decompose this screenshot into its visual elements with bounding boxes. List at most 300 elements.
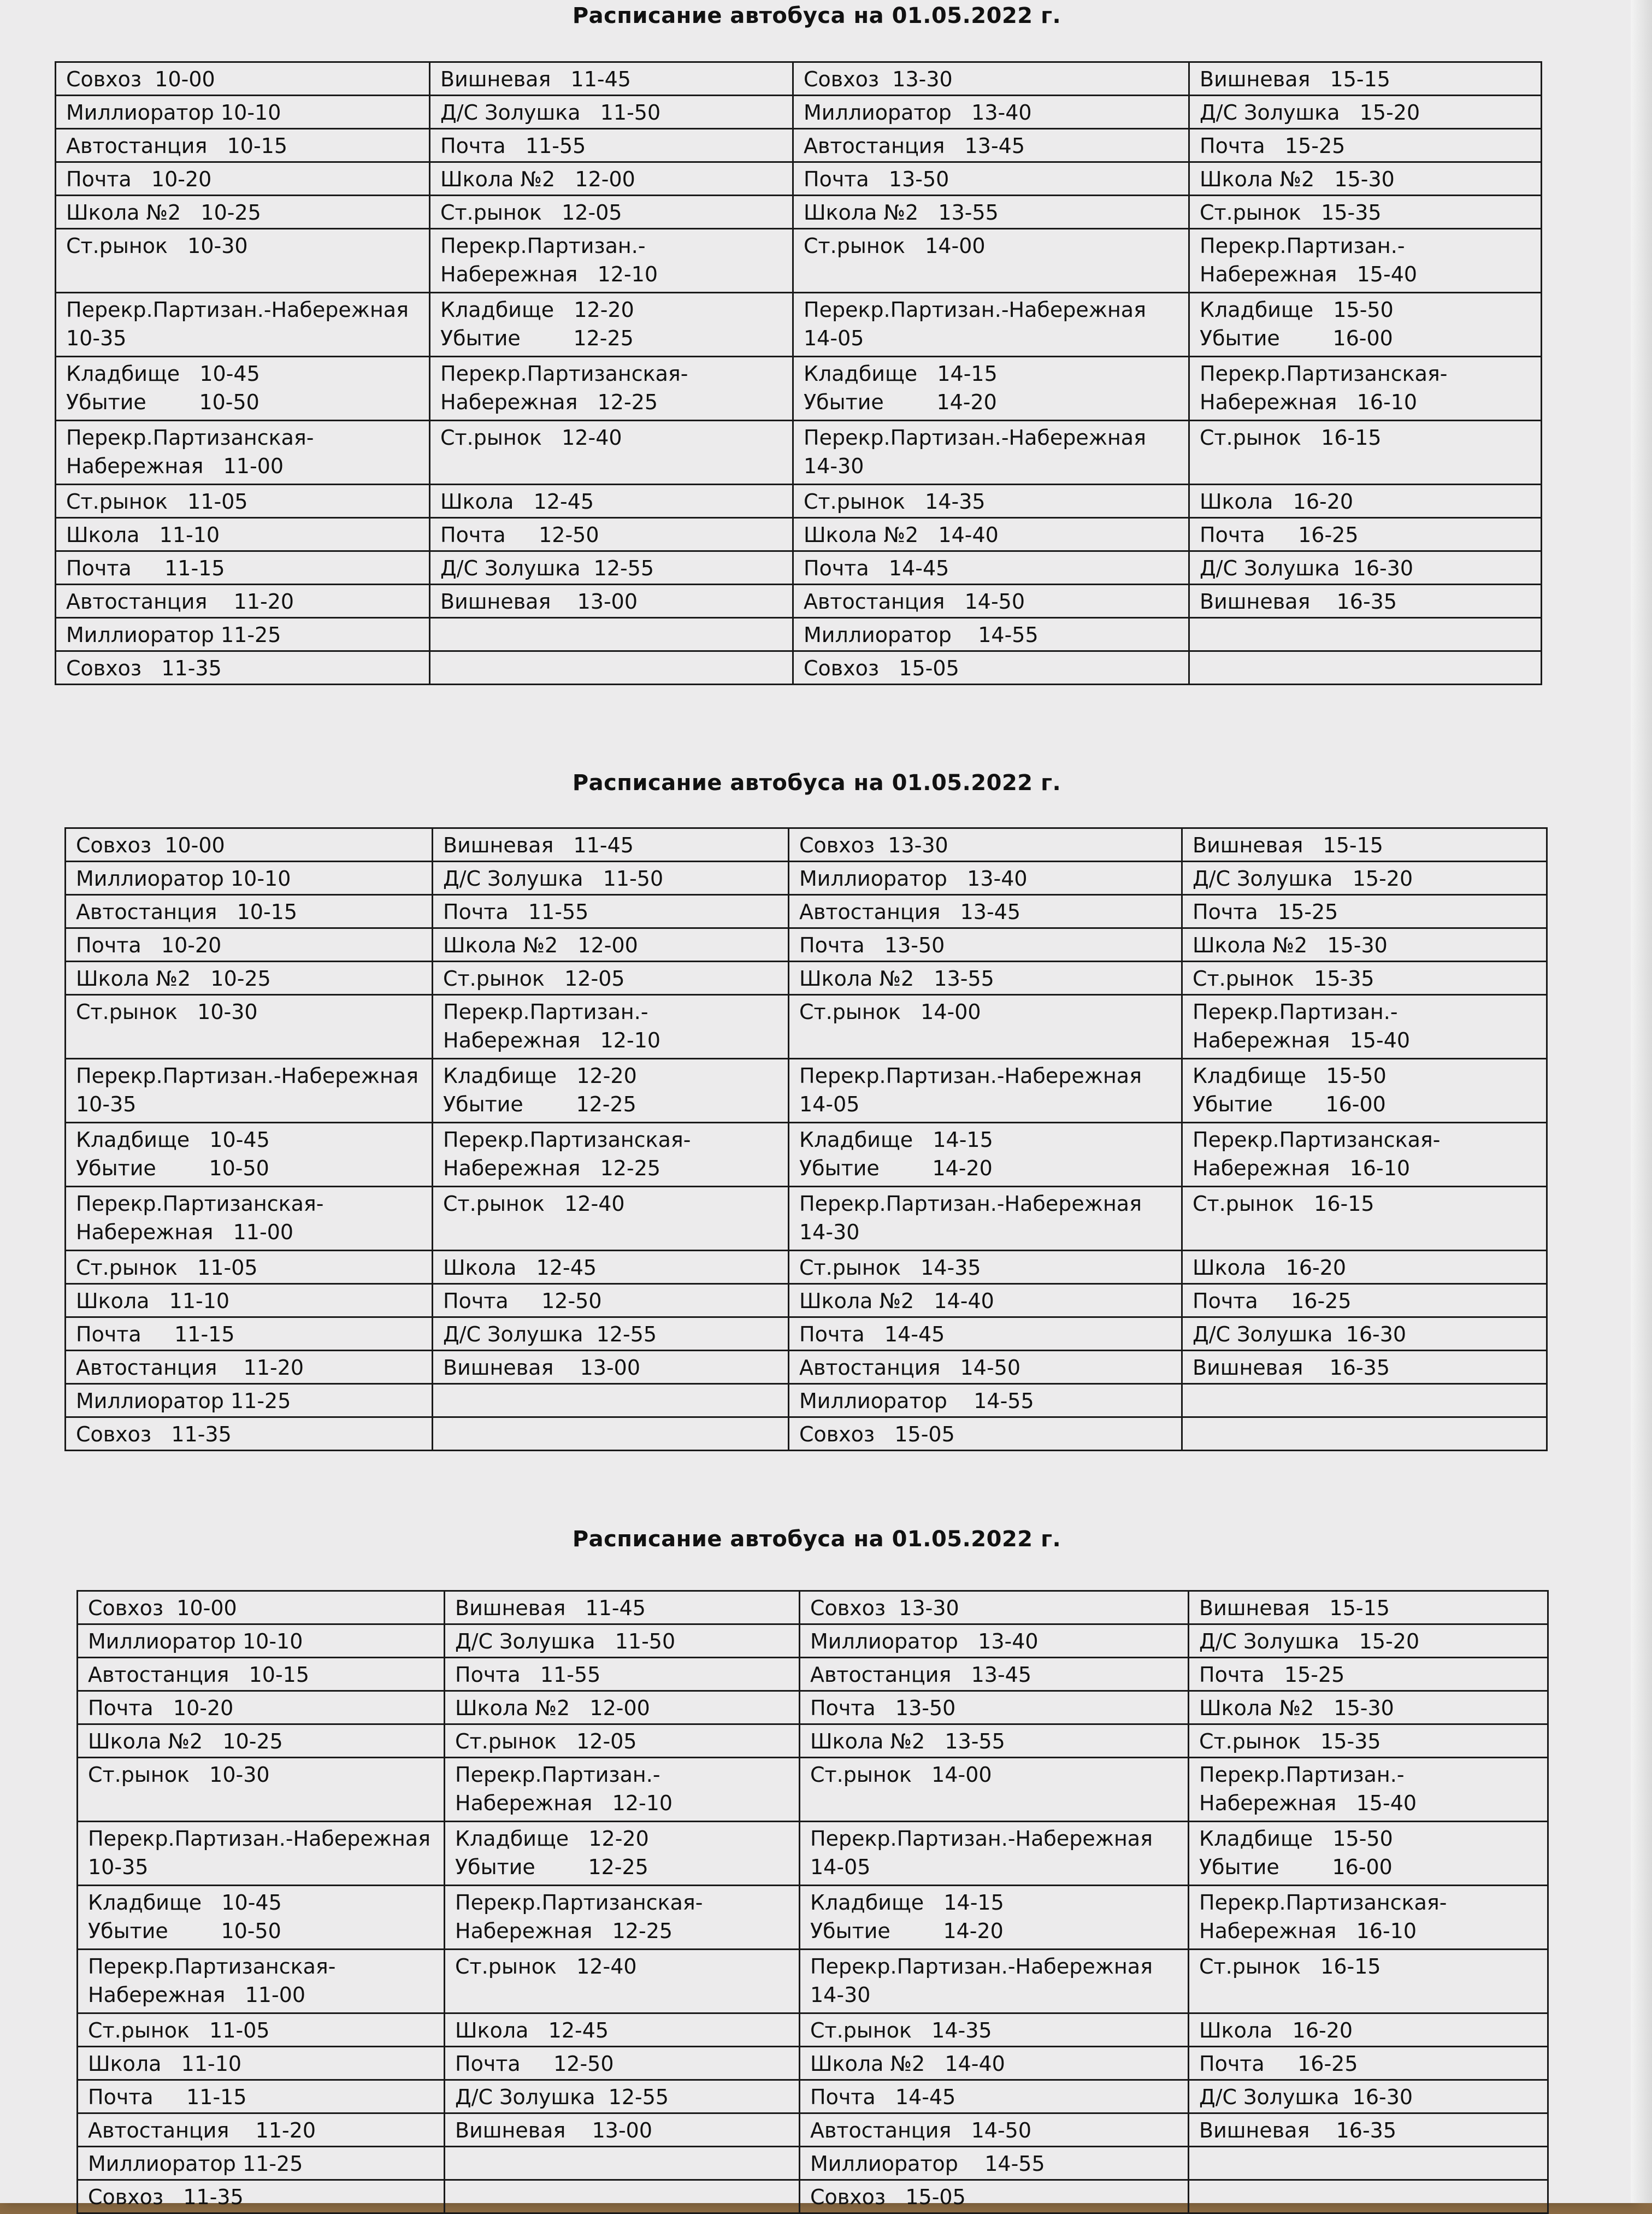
stop-time-entry: Совхоз 13-30 xyxy=(810,1596,959,1620)
stop-time-entry: Вишневая 13-00 xyxy=(440,590,638,614)
stop-time-entry: Миллиоратор 11-25 xyxy=(66,623,281,647)
schedule-cell xyxy=(78,2080,445,2113)
schedule-cell xyxy=(56,651,430,685)
schedule-cell xyxy=(789,1284,1182,1317)
schedule-row xyxy=(78,2147,1548,2180)
schedule-cell xyxy=(1182,1284,1547,1317)
schedule-cell xyxy=(1182,862,1547,895)
stop-time-entry: Перекр.Партизан.- xyxy=(443,1000,648,1024)
schedule-cell xyxy=(66,828,433,862)
stop-time-entry: Убытие 16-00 xyxy=(1199,1855,1393,1879)
schedule-cell xyxy=(1182,1417,1547,1451)
stop-time-entry: Ст.рынок 11-05 xyxy=(66,490,248,514)
schedule-cell xyxy=(433,962,789,995)
schedule-cell xyxy=(793,229,1189,293)
schedule-cell xyxy=(66,995,433,1059)
stop-time-entry: Набережная 16-10 xyxy=(1193,1156,1411,1180)
stop-time-entry: Д/С Золушка 11-50 xyxy=(455,1629,676,1653)
stop-time-entry: Перекр.Партизан.-Набережная xyxy=(66,298,409,322)
schedule-cell xyxy=(56,293,430,357)
stop-time-entry: Вишневая 11-45 xyxy=(455,1596,646,1620)
schedule-row xyxy=(56,293,1542,357)
stop-time-entry: Почта 15-25 xyxy=(1193,900,1338,924)
schedule-cell xyxy=(445,2047,800,2080)
schedule-cell xyxy=(800,1886,1189,1950)
stop-time-entry: Почта 11-55 xyxy=(455,1663,601,1687)
stop-time-entry: Почта 14-45 xyxy=(804,556,949,580)
schedule-row xyxy=(66,1123,1547,1187)
schedule-row xyxy=(78,1658,1548,1691)
stop-time-entry: Вишневая 16-35 xyxy=(1193,1356,1390,1380)
schedule-cell xyxy=(789,928,1182,962)
schedule-cell xyxy=(66,962,433,995)
schedule-cell xyxy=(66,895,433,928)
schedule-cell xyxy=(433,828,789,862)
schedule-cell xyxy=(433,1417,789,1451)
stop-time-entry: Убытие 14-20 xyxy=(804,390,997,414)
schedule-row xyxy=(56,62,1542,96)
stop-time-entry: Д/С Золушка 15-20 xyxy=(1193,867,1413,891)
stop-time-entry: 10-35 xyxy=(76,1092,137,1116)
schedule-row xyxy=(78,1724,1548,1758)
stop-time-entry: Совхоз 10-00 xyxy=(88,1596,237,1620)
schedule-cell xyxy=(56,129,430,162)
schedule-table xyxy=(76,1590,1549,2214)
schedule-cell xyxy=(1189,1624,1548,1658)
schedule-cell xyxy=(1182,995,1547,1059)
schedule-cell xyxy=(66,1284,433,1317)
schedule-cell xyxy=(800,2113,1189,2147)
schedule-cell xyxy=(1189,357,1542,421)
stop-time-entry: Кладбище 14-15 xyxy=(799,1128,993,1152)
stop-time-entry: Набережная 12-25 xyxy=(455,1919,673,1943)
stop-time-entry: Школа 16-20 xyxy=(1193,1256,1347,1280)
stop-time-entry: Д/С Золушка 16-30 xyxy=(1200,556,1414,580)
schedule-cell xyxy=(789,1317,1182,1351)
schedule-cell xyxy=(56,585,430,618)
schedule-cell xyxy=(1189,293,1542,357)
schedule-cell xyxy=(433,1317,789,1351)
schedule-block-1 xyxy=(0,0,1633,721)
schedule-cell xyxy=(800,1758,1189,1822)
stop-time-entry: Школа 11-10 xyxy=(66,523,220,547)
stop-time-entry: Миллиоратор 10-10 xyxy=(88,1629,303,1653)
schedule-row xyxy=(66,1059,1547,1123)
stop-time-entry: Кладбище 12-20 xyxy=(440,298,634,322)
stop-time-entry: Почта 14-45 xyxy=(810,2085,956,2109)
schedule-title: Расписание автобуса на 01.05.2022 г. xyxy=(572,770,1061,796)
schedule-row xyxy=(66,1384,1547,1417)
schedule-cell xyxy=(793,618,1189,651)
schedule-cell xyxy=(1189,485,1542,518)
stop-time-entry: Школа №2 15-30 xyxy=(1200,167,1395,191)
schedule-cell xyxy=(78,1624,445,1658)
stop-time-entry: Школа 12-45 xyxy=(443,1256,597,1280)
stop-time-entry: Почта 10-20 xyxy=(88,1696,234,1720)
schedule-row xyxy=(56,196,1542,229)
schedule-row xyxy=(56,551,1542,585)
stop-time-entry: Почта 11-55 xyxy=(443,900,589,924)
stop-time-entry: Школа №2 14-40 xyxy=(810,2052,1005,2076)
stop-time-entry: Миллиоратор 14-55 xyxy=(804,623,1039,647)
schedule-cell xyxy=(1189,2080,1548,2113)
stop-time-entry: Школа №2 10-25 xyxy=(66,201,261,225)
stop-time-entry: 14-30 xyxy=(799,1220,860,1244)
stop-time-entry: Набережная 11-00 xyxy=(66,454,284,478)
schedule-cell xyxy=(789,1417,1182,1451)
schedule-cell xyxy=(1189,1950,1548,2013)
stop-time-entry: 14-30 xyxy=(804,454,864,478)
stop-time-entry: Совхоз 13-30 xyxy=(804,67,953,91)
stop-time-entry: Ст.рынок 16-15 xyxy=(1193,1192,1374,1216)
stop-time-entry: Ст.рынок 14-35 xyxy=(804,490,986,514)
schedule-cell xyxy=(78,1758,445,1822)
schedule-row xyxy=(66,1251,1547,1284)
stop-time-entry: Перекр.Партизан.-Набережная xyxy=(810,1827,1153,1851)
stop-time-entry: Набережная 15-40 xyxy=(1200,262,1418,286)
schedule-row xyxy=(66,928,1547,962)
stop-time-entry: Перекр.Партизан.- xyxy=(455,1763,660,1787)
stop-time-entry: Школа №2 10-25 xyxy=(76,967,271,991)
schedule-cell xyxy=(56,618,430,651)
stop-time-entry: Совхоз 10-00 xyxy=(66,67,215,91)
schedule-cell xyxy=(800,1624,1189,1658)
stop-time-entry: Миллиоратор 14-55 xyxy=(810,2152,1045,2176)
schedule-cell xyxy=(800,2047,1189,2080)
schedule-row xyxy=(78,1886,1548,1950)
schedule-cell xyxy=(1189,551,1542,585)
schedule-row xyxy=(56,229,1542,293)
stop-time-entry: Школа 11-10 xyxy=(76,1289,230,1313)
schedule-cell xyxy=(800,1691,1189,1724)
stop-time-entry: Почта 15-25 xyxy=(1200,134,1346,158)
stop-time-entry: Кладбище 15-50 xyxy=(1199,1827,1393,1851)
schedule-title: Расписание автобуса на 01.05.2022 г. xyxy=(572,1527,1061,1552)
stop-time-entry: Автостанция 13-45 xyxy=(799,900,1021,924)
stop-time-entry: Ст.рынок 16-15 xyxy=(1199,1954,1381,1979)
stop-time-entry: Перекр.Партизан.-Набережная xyxy=(799,1192,1142,1216)
stop-time-entry: Набережная 16-10 xyxy=(1199,1919,1417,1943)
schedule-cell xyxy=(445,2113,800,2147)
schedule-cell xyxy=(1189,2147,1548,2180)
stop-time-entry: Набережная 11-00 xyxy=(88,1983,306,2007)
stop-time-entry: Набережная 15-40 xyxy=(1193,1028,1411,1052)
schedule-cell xyxy=(800,1724,1189,1758)
schedule-cell xyxy=(66,1059,433,1123)
stop-time-entry: Автостанция 13-45 xyxy=(804,134,1025,158)
stop-time-entry: Совхоз 10-00 xyxy=(76,833,225,857)
stop-time-entry: 14-05 xyxy=(799,1092,860,1116)
stop-time-entry: Совхоз 15-05 xyxy=(804,656,959,680)
schedule-row xyxy=(56,651,1542,685)
schedule-cell xyxy=(66,1384,433,1417)
schedule-row xyxy=(56,421,1542,485)
schedule-row xyxy=(66,828,1547,862)
schedule-row xyxy=(78,2047,1548,2080)
schedule-row xyxy=(56,162,1542,196)
schedule-title: Расписание автобуса на 01.05.2022 г. xyxy=(572,3,1061,28)
stop-time-entry: Убытие 12-25 xyxy=(443,1092,636,1116)
schedule-row xyxy=(66,895,1547,928)
stop-time-entry: Совхоз 11-35 xyxy=(66,656,222,680)
schedule-cell xyxy=(66,1187,433,1251)
schedule-cell xyxy=(430,229,793,293)
schedule-cell xyxy=(789,1123,1182,1187)
stop-time-entry: Совхоз 11-35 xyxy=(76,1422,232,1446)
schedule-cell xyxy=(56,485,430,518)
stop-time-entry: Школа №2 10-25 xyxy=(88,1729,283,1753)
schedule-cell xyxy=(800,1822,1189,1886)
stop-time-entry: Перекр.Партизан.- xyxy=(440,234,646,258)
schedule-cell xyxy=(78,1886,445,1950)
schedule-cell xyxy=(1182,928,1547,962)
stop-time-entry: Совхоз 15-05 xyxy=(810,2185,966,2209)
stop-time-entry: Ст.рынок 14-00 xyxy=(804,234,986,258)
schedule-row xyxy=(66,1351,1547,1384)
schedule-cell xyxy=(445,2080,800,2113)
stop-time-entry: Вишневая 13-00 xyxy=(443,1356,641,1380)
stop-time-entry: Перекр.Партизанская- xyxy=(88,1954,336,1979)
stop-time-entry: Перекр.Партизанская- xyxy=(1199,1891,1447,1915)
schedule-cell xyxy=(1189,2013,1548,2047)
stop-time-entry: Убытие 10-50 xyxy=(66,390,259,414)
stop-time-entry: Школа №2 13-55 xyxy=(804,201,999,225)
schedule-row xyxy=(56,129,1542,162)
stop-time-entry: Кладбище 15-50 xyxy=(1200,298,1394,322)
stop-time-entry: Ст.рынок 14-00 xyxy=(799,1000,981,1024)
stop-time-entry: Почта 14-45 xyxy=(799,1322,945,1346)
schedule-cell xyxy=(793,551,1189,585)
schedule-cell xyxy=(793,485,1189,518)
stop-time-entry: Вишневая 16-35 xyxy=(1199,2118,1397,2142)
schedule-cell xyxy=(1189,618,1542,651)
stop-time-entry: Кладбище 10-45 xyxy=(76,1128,270,1152)
schedule-cell xyxy=(1189,196,1542,229)
schedule-cell xyxy=(433,1284,789,1317)
stop-time-entry: Ст.рынок 14-00 xyxy=(810,1763,992,1787)
stop-time-entry: Автостанция 10-15 xyxy=(76,900,298,924)
stop-time-entry: Почта 16-25 xyxy=(1200,523,1359,547)
stop-time-entry: Ст.рынок 15-35 xyxy=(1200,201,1382,225)
stop-time-entry: Перекр.Партизан.-Набережная xyxy=(799,1064,1142,1088)
stop-time-entry: Ст.рынок 15-35 xyxy=(1199,1729,1381,1753)
schedule-cell xyxy=(789,962,1182,995)
stop-time-entry: Автостанция 14-50 xyxy=(804,590,1025,614)
schedule-cell xyxy=(56,551,430,585)
stop-time-entry: Ст.рынок 12-05 xyxy=(443,967,625,991)
schedule-cell xyxy=(56,96,430,129)
stop-time-entry: Набережная 15-40 xyxy=(1199,1791,1417,1815)
schedule-cell xyxy=(1189,518,1542,551)
stop-time-entry: Набережная 11-00 xyxy=(76,1220,294,1244)
schedule-cell xyxy=(793,421,1189,485)
stop-time-entry: Д/С Золушка 16-30 xyxy=(1193,1322,1407,1346)
stop-time-entry: Почта 15-25 xyxy=(1199,1663,1345,1687)
schedule-cell xyxy=(800,2080,1189,2113)
stop-time-entry: Д/С Золушка 12-55 xyxy=(440,556,654,580)
schedule-cell xyxy=(1182,895,1547,928)
stop-time-entry: Миллиоратор 14-55 xyxy=(799,1389,1034,1413)
stop-time-entry: Кладбище 15-50 xyxy=(1193,1064,1386,1088)
stop-time-entry: Школа №2 15-30 xyxy=(1193,933,1388,957)
schedule-row xyxy=(66,962,1547,995)
schedule-cell xyxy=(445,1624,800,1658)
schedule-cell xyxy=(430,551,793,585)
stop-time-entry: Почта 11-55 xyxy=(440,134,586,158)
stop-time-entry: Д/С Золушка 16-30 xyxy=(1199,2085,1413,2109)
stop-time-entry: Школа №2 14-40 xyxy=(804,523,999,547)
schedule-row xyxy=(56,585,1542,618)
schedule-cell xyxy=(78,2180,445,2213)
schedule-row xyxy=(66,862,1547,895)
schedule-cell xyxy=(793,129,1189,162)
schedule-row xyxy=(56,96,1542,129)
schedule-row xyxy=(66,1317,1547,1351)
stop-time-entry: Ст.рынок 16-15 xyxy=(1200,426,1382,450)
schedule-cell xyxy=(433,1059,789,1123)
stop-time-entry: Перекр.Партизанская- xyxy=(1193,1128,1441,1152)
schedule-cell xyxy=(66,862,433,895)
schedule-cell xyxy=(78,2147,445,2180)
schedule-row xyxy=(78,2180,1548,2213)
schedule-cell xyxy=(1189,1658,1548,1691)
stop-time-entry: 14-05 xyxy=(804,326,864,350)
schedule-cell xyxy=(56,229,430,293)
schedule-cell xyxy=(800,1591,1189,1624)
schedule-cell xyxy=(789,1351,1182,1384)
stop-time-entry: Школа 12-45 xyxy=(455,2018,609,2042)
schedule-cell xyxy=(800,2147,1189,2180)
schedule-row xyxy=(78,1691,1548,1724)
stop-time-entry: Школа 16-20 xyxy=(1199,2018,1353,2042)
stop-time-entry: Школа 12-45 xyxy=(440,490,594,514)
schedule-cell xyxy=(78,2113,445,2147)
schedule-cell xyxy=(793,518,1189,551)
stop-time-entry: Перекр.Партизанская- xyxy=(66,426,314,450)
schedule-cell xyxy=(430,485,793,518)
stop-time-entry: Перекр.Партизан.-Набережная xyxy=(804,426,1146,450)
stop-time-entry: Набережная 12-25 xyxy=(440,390,658,414)
stop-time-entry: Вишневая 11-45 xyxy=(443,833,634,857)
stop-time-entry: Перекр.Партизанская- xyxy=(443,1128,691,1152)
stop-time-entry: Ст.рынок 14-35 xyxy=(799,1256,981,1280)
schedule-row xyxy=(78,2080,1548,2113)
stop-time-entry: Миллиоратор 13-40 xyxy=(799,867,1028,891)
stop-time-entry: Перекр.Партизанская- xyxy=(1200,362,1448,386)
stop-time-entry: Кладбище 12-20 xyxy=(443,1064,637,1088)
schedule-cell xyxy=(66,1417,433,1451)
schedule-cell xyxy=(56,421,430,485)
paper-edge xyxy=(1631,0,1652,2203)
schedule-cell xyxy=(430,618,793,651)
stop-time-entry: Кладбище 12-20 xyxy=(455,1827,649,1851)
schedule-cell xyxy=(430,62,793,96)
schedule-cell xyxy=(1182,1317,1547,1351)
stop-time-entry: Перекр.Партизан.-Набережная xyxy=(810,1954,1153,1979)
schedule-row xyxy=(78,1758,1548,1822)
schedule-cell xyxy=(800,2013,1189,2047)
schedule-cell xyxy=(78,1950,445,2013)
stop-time-entry: Перекр.Партизанская- xyxy=(440,362,688,386)
stop-time-entry: Кладбище 14-15 xyxy=(804,362,998,386)
schedule-cell xyxy=(78,2013,445,2047)
stop-time-entry: Школа №2 13-55 xyxy=(799,967,994,991)
schedule-cell xyxy=(1189,129,1542,162)
stop-time-entry: Совхоз 15-05 xyxy=(799,1422,955,1446)
stop-time-entry: Почта 11-15 xyxy=(88,2085,247,2109)
stop-time-entry: Школа №2 15-30 xyxy=(1199,1696,1394,1720)
stop-time-entry: Автостанция 10-15 xyxy=(88,1663,310,1687)
schedule-cell xyxy=(430,196,793,229)
stop-time-entry: Д/С Золушка 11-50 xyxy=(440,101,661,125)
schedule-cell xyxy=(56,62,430,96)
stop-time-entry: Ст.рынок 11-05 xyxy=(88,2018,270,2042)
stop-time-entry: Набережная 12-10 xyxy=(455,1791,673,1815)
schedule-cell xyxy=(430,421,793,485)
schedule-cell xyxy=(445,1886,800,1950)
stop-time-entry: Почта 10-20 xyxy=(66,167,212,191)
stop-time-entry: Д/С Золушка 11-50 xyxy=(443,867,664,891)
stop-time-entry: Ст.рынок 12-40 xyxy=(443,1192,625,1216)
schedule-cell xyxy=(433,1123,789,1187)
stop-time-entry: Убытие 12-25 xyxy=(440,326,634,350)
schedule-cell xyxy=(433,1384,789,1417)
schedule-cell xyxy=(789,828,1182,862)
stop-time-entry: Автостанция 11-20 xyxy=(66,590,294,614)
stop-time-entry: Школа 11-10 xyxy=(88,2052,242,2076)
stop-time-entry: Автостанция 14-50 xyxy=(799,1356,1021,1380)
stop-time-entry: Почта 13-50 xyxy=(799,933,945,957)
schedule-cell xyxy=(1189,2180,1548,2213)
schedule-row xyxy=(66,995,1547,1059)
schedule-cell xyxy=(789,1384,1182,1417)
schedule-cell xyxy=(78,2047,445,2080)
schedule-cell xyxy=(1189,1758,1548,1822)
schedule-cell xyxy=(789,862,1182,895)
stop-time-entry: Почта 13-50 xyxy=(810,1696,956,1720)
stop-time-entry: Вишневая 15-15 xyxy=(1193,833,1383,857)
stop-time-entry: Перекр.Партизанская- xyxy=(76,1192,324,1216)
stop-time-entry: Школа №2 12-00 xyxy=(443,933,638,957)
schedule-cell xyxy=(1182,962,1547,995)
schedule-row xyxy=(78,1591,1548,1624)
schedule-cell xyxy=(56,196,430,229)
stop-time-entry: Набережная 12-10 xyxy=(443,1028,661,1052)
stop-time-entry: Автостанция 11-20 xyxy=(76,1356,304,1380)
stop-time-entry: Вишневая 15-15 xyxy=(1200,67,1390,91)
stop-time-entry: Ст.рынок 12-05 xyxy=(455,1729,637,1753)
schedule-cell xyxy=(793,293,1189,357)
stop-time-entry: Почта 13-50 xyxy=(804,167,949,191)
stop-time-entry: Автостанция 10-15 xyxy=(66,134,288,158)
stop-time-entry: Почта 10-20 xyxy=(76,933,222,957)
stop-time-entry: 10-35 xyxy=(66,326,127,350)
stop-time-entry: 14-30 xyxy=(810,1983,871,2007)
schedule-cell xyxy=(793,196,1189,229)
schedule-cell xyxy=(66,1123,433,1187)
stop-time-entry: Почта 16-25 xyxy=(1193,1289,1352,1313)
schedule-cell xyxy=(800,1950,1189,2013)
schedule-cell xyxy=(1189,1724,1548,1758)
stop-time-entry: Автостанция 14-50 xyxy=(810,2118,1032,2142)
schedule-cell xyxy=(800,1658,1189,1691)
schedule-cell xyxy=(430,651,793,685)
schedule-cell xyxy=(433,1251,789,1284)
schedule-block-2 xyxy=(0,759,1633,1481)
stop-time-entry: 14-05 xyxy=(810,1855,871,1879)
stop-time-entry: Почта 12-50 xyxy=(455,2052,614,2076)
schedule-cell xyxy=(1189,2047,1548,2080)
